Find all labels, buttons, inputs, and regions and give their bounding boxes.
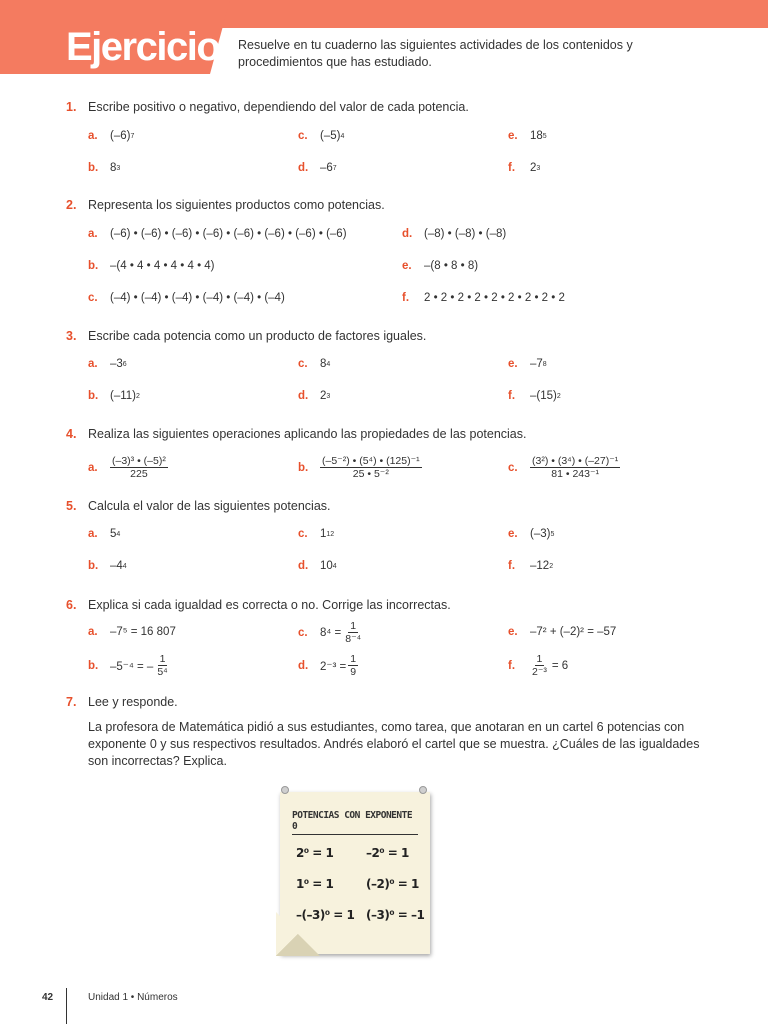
fraction — [320, 455, 422, 480]
fraction-denominator: 5⁴ — [157, 666, 168, 678]
power-exponent: 4 — [116, 530, 121, 538]
item-label: b. — [88, 260, 99, 272]
fraction — [348, 653, 358, 678]
exercise-item — [298, 162, 337, 174]
exercise-item — [402, 292, 565, 304]
exercise-item — [88, 228, 347, 240]
question-number: 2. — [66, 198, 77, 212]
item-label: a. — [88, 626, 98, 638]
exercise-item — [88, 130, 134, 142]
power-exponent: 7 — [332, 164, 337, 172]
exercise-item — [298, 358, 330, 370]
power-base: –7 — [530, 358, 543, 370]
item-label: e. — [402, 260, 412, 272]
power-base: 10 — [320, 560, 333, 572]
item-label: d. — [298, 390, 309, 402]
item-label: f. — [508, 162, 516, 174]
fraction — [530, 653, 549, 678]
equation-right: = 6 — [551, 659, 569, 672]
pin-icon — [419, 786, 427, 794]
item-label: c. — [298, 626, 308, 639]
power-base: –(15) — [530, 390, 557, 402]
fraction-numerator: (3²) • (3⁴) • (–27)⁻¹ — [532, 455, 619, 467]
question-text: Explica si cada igualdad es correcta o no. Corrige las incorrectas. — [88, 598, 451, 612]
power-base: 2 — [320, 390, 327, 402]
power-base: (–5) — [320, 130, 341, 142]
power-base: 2 — [530, 162, 537, 174]
item-expression: (–4) • (–4) • (–4) • (–4) • (–4) • (–4) — [110, 292, 285, 304]
item-label: a. — [88, 130, 98, 142]
item-label: e. — [508, 626, 518, 638]
question-number: 3. — [66, 329, 77, 343]
poster-equation: 1⁰ = 1 — [296, 877, 334, 891]
item-expression: –(8 • 8 • 8) — [424, 260, 479, 272]
fraction-numerator: (–5⁻²) • (5⁴) • (125)⁻¹ — [322, 455, 420, 467]
question-number: 1. — [66, 100, 77, 114]
item-label: c. — [298, 528, 308, 540]
exercise-item — [298, 653, 358, 678]
power-base: (–11) — [110, 390, 136, 402]
question-text: Realiza las siguientes operaciones aplicando las propiedades de las potencias. — [88, 427, 527, 441]
exercise-item — [88, 390, 140, 402]
poster-equation: (–3)⁰ = –1 — [366, 908, 425, 922]
exercise-item — [402, 228, 506, 240]
page-title: Ejercicios — [66, 25, 241, 69]
fraction-denominator: 81 • 243⁻¹ — [551, 468, 599, 480]
exercise-item — [508, 130, 547, 142]
exercise-item — [508, 455, 620, 480]
item-label: d. — [298, 659, 309, 672]
power-exponent: 12 — [326, 530, 335, 538]
equation-left: 2⁻³ = — [320, 660, 347, 673]
item-expression: –7² + (–2)² = –57 — [530, 626, 617, 638]
fraction-denominator: 9 — [350, 666, 357, 678]
item-label: b. — [298, 461, 309, 474]
exercise-item — [298, 390, 330, 402]
poster — [280, 792, 430, 954]
item-label: e. — [508, 130, 518, 142]
fraction-numerator: 1 — [350, 653, 357, 665]
item-label: e. — [508, 528, 518, 540]
question-text: Calcula el valor de las siguientes potencias. — [88, 499, 331, 513]
item-label: d. — [298, 162, 309, 174]
power-base: –6 — [320, 162, 333, 174]
power-exponent: 3 — [326, 392, 331, 400]
poster-equation: (–2)⁰ = 1 — [366, 877, 419, 891]
item-label: d. — [402, 228, 413, 240]
item-label: e. — [508, 358, 518, 370]
power-exponent: 2 — [136, 392, 140, 400]
item-label: f. — [508, 560, 516, 572]
item-label: c. — [298, 358, 308, 370]
exercise-item — [508, 653, 568, 678]
item-label: a. — [88, 461, 98, 474]
exercise-item — [88, 560, 127, 572]
question-text: Lee y responde. — [88, 695, 178, 709]
power-exponent: 4 — [326, 360, 331, 368]
fraction-numerator: (–3)³ • (–5)² — [112, 455, 166, 467]
item-expression: –7⁵ = 16 807 — [110, 626, 176, 638]
power-base: 1 — [320, 528, 327, 540]
fraction — [343, 620, 363, 645]
power-exponent: 5 — [542, 132, 547, 140]
power-exponent: 4 — [340, 132, 345, 140]
fraction-denominator: 225 — [130, 468, 148, 480]
poster-equation: –2⁰ = 1 — [366, 846, 409, 860]
question-number: 7. — [66, 695, 77, 709]
exercise-item — [298, 528, 334, 540]
equation-left: –5⁻⁴ = – — [110, 660, 154, 673]
item-expression: (–6) • (–6) • (–6) • (–6) • (–6) • (–6) • (–6) • (–6) — [110, 228, 347, 240]
item-label: a. — [88, 228, 98, 240]
exercise-item — [88, 292, 285, 304]
power-base: –12 — [530, 560, 550, 572]
question-number: 4. — [66, 427, 77, 441]
equation-left: 8⁴ = — [320, 626, 342, 639]
footer-divider — [66, 988, 67, 1024]
question-number: 6. — [66, 598, 77, 612]
exercise-item — [508, 390, 561, 402]
power-exponent: 3 — [116, 164, 121, 172]
exercise-item — [298, 455, 422, 480]
item-label: c. — [508, 461, 518, 474]
fraction-denominator: 25 • 5⁻² — [352, 468, 389, 480]
item-label: a. — [88, 528, 98, 540]
exercise-item — [88, 260, 215, 272]
item-label: f. — [508, 659, 516, 672]
item-label: b. — [88, 390, 99, 402]
exercise-item — [88, 653, 170, 678]
exercise-item — [508, 626, 616, 638]
question-text: Representa los siguientes productos como potencias. — [88, 198, 385, 212]
power-exponent: 4 — [122, 562, 127, 570]
item-label: f. — [402, 292, 410, 304]
exercise-item — [508, 528, 554, 540]
fraction — [530, 455, 620, 480]
fraction-numerator: 1 — [536, 653, 543, 665]
power-exponent: 4 — [332, 562, 337, 570]
exercise-item — [88, 528, 120, 540]
fraction-denominator: 2⁻³ — [532, 666, 547, 678]
exercise-item — [402, 260, 478, 272]
item-label: f. — [508, 390, 516, 402]
pin-icon — [281, 786, 289, 794]
exercise-item — [298, 560, 337, 572]
power-base: 18 — [530, 130, 543, 142]
item-label: a. — [88, 358, 98, 370]
power-exponent: 8 — [542, 360, 547, 368]
power-exponent: 6 — [122, 360, 127, 368]
exercise-item — [298, 130, 344, 142]
power-base: (–3) — [530, 528, 551, 540]
fraction-numerator: 1 — [350, 620, 357, 632]
exercise-item — [508, 560, 553, 572]
item-expression: (–8) • (–8) • (–8) — [424, 228, 507, 240]
item-label: d. — [298, 560, 309, 572]
power-base: 8 — [110, 162, 117, 174]
fraction — [155, 653, 169, 678]
power-base: 5 — [110, 528, 117, 540]
exercise-item — [508, 162, 540, 174]
power-exponent: 2 — [549, 562, 554, 570]
page-number: 42 — [42, 992, 54, 1003]
power-exponent: 2 — [556, 392, 561, 400]
item-label: c. — [88, 292, 98, 304]
exercise-item — [508, 358, 547, 370]
power-base: –4 — [110, 560, 123, 572]
exercise-item — [298, 620, 363, 645]
poster-title: POTENCIAS CON EXPONENTE 0 — [292, 810, 418, 835]
item-label: c. — [298, 130, 308, 142]
poster-equation: 2⁰ = 1 — [296, 846, 334, 860]
item-expression: 2 • 2 • 2 • 2 • 2 • 2 • 2 • 2 • 2 — [424, 292, 565, 304]
unit-label: Unidad 1 • Números — [88, 992, 178, 1003]
exercise-item — [88, 455, 168, 480]
intro-text: Resuelve en tu cuaderno las siguientes actividades de los contenidos y procedimientos que has estudiado. — [238, 38, 633, 69]
power-exponent: 7 — [130, 132, 135, 140]
power-base: –3 — [110, 358, 123, 370]
exercise-item — [88, 358, 127, 370]
fraction — [110, 455, 168, 480]
item-label: b. — [88, 162, 99, 174]
item-label: b. — [88, 560, 99, 572]
exercise-item — [88, 626, 176, 638]
fraction-denominator: 8⁻⁴ — [345, 633, 362, 645]
item-expression: –(4 • 4 • 4 • 4 • 4 • 4) — [110, 260, 215, 272]
power-exponent: 3 — [536, 164, 541, 172]
power-exponent: 5 — [550, 530, 555, 538]
poster-equation: –(–3)⁰ = 1 — [296, 908, 355, 922]
question-paragraph: La profesora de Matemática pidió a sus estudiantes, como tarea, que anotaran en un cartel 6 potencias con exponente 0 y sus respectivos resultados. Andrés elaboró el cartel que se muestra. ¿Cuáles de las igualdades son incorrectas? Explica. — [88, 720, 700, 768]
exercise-item — [88, 162, 120, 174]
item-label: b. — [88, 659, 99, 672]
power-base: (–6) — [110, 130, 131, 142]
question-text: Escribe cada potencia como un producto de factores iguales. — [88, 329, 427, 343]
question-text: Escribe positivo o negativo, dependiendo del valor de cada potencia. — [88, 100, 469, 114]
question-number: 5. — [66, 499, 77, 513]
fraction-numerator: 1 — [159, 653, 166, 665]
power-base: 8 — [320, 358, 327, 370]
